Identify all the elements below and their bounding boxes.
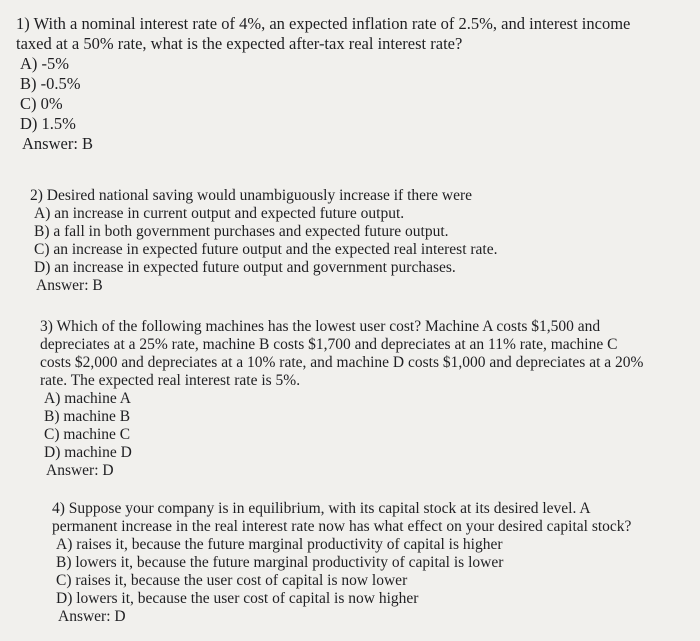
question-2-option-a: A) an increase in current output and expected future output. [34, 205, 405, 222]
question-3-stem-line: costs $2,000 and depreciates at a 10% rate, and machine D costs $1,000 and depreciates at a 20% [40, 354, 644, 371]
question-3-option-c: C) machine C [44, 426, 131, 443]
question-2 [30, 187, 690, 295]
question-3-stem-line: depreciates at a 25% rate, machine B costs $1,700 and depreciates at an 11% rate, machine C [40, 336, 618, 353]
question-1 [16, 14, 696, 154]
question-4 [52, 500, 692, 626]
question-2-answer: Answer: B [36, 277, 103, 294]
question-4-answer: Answer: D [58, 608, 126, 625]
question-1-option-d: D) 1.5% [20, 114, 76, 133]
question-1-stem-line: taxed at a 50% rate, what is the expected after-tax real interest rate? [16, 34, 463, 53]
question-1-answer: Answer: B [22, 134, 94, 153]
question-4-option-c: C) raises it, because the user cost of capital is now lower [56, 572, 408, 589]
question-3-answer: Answer: D [46, 462, 114, 479]
question-3 [40, 318, 690, 480]
question-2-option-c: C) an increase in expected future output and the expected real interest rate. [34, 241, 498, 258]
question-4-option-d: D) lowers it, because the user cost of capital is now higher [56, 590, 419, 607]
question-1-option-c: C) 0% [20, 94, 63, 113]
question-3-stem-line: rate. The expected real interest rate is 5%. [40, 372, 301, 389]
question-4-stem-line: 4) Suppose your company is in equilibrium, with its capital stock at its desired level. A [52, 500, 591, 517]
question-2-stem-line: 2) Desired national saving would unambiguously increase if there were [30, 187, 473, 204]
question-4-stem-line: permanent increase in the real interest rate now has what effect on your desired capital stock? [52, 518, 632, 535]
question-1-option-b: B) -0.5% [20, 74, 81, 93]
question-3-option-b: B) machine B [44, 408, 131, 425]
question-1-option-a: A) -5% [20, 54, 70, 73]
question-4-option-a: A) raises it, because the future marginal productivity of capital is higher [56, 536, 503, 553]
question-2-option-d: D) an increase in expected future output and government purchases. [34, 259, 456, 276]
question-3-option-d: D) machine D [44, 444, 132, 461]
question-4-option-b: B) lowers it, because the future marginal productivity of capital is lower [56, 554, 504, 571]
question-1-stem-line: 1) With a nominal interest rate of 4%, an expected inflation rate of 2.5%, and interest income [16, 14, 631, 33]
question-3-option-a: A) machine A [44, 390, 131, 407]
question-2-option-b: B) a fall in both government purchases and expected future output. [34, 223, 449, 240]
question-3-stem-line: 3) Which of the following machines has the lowest user cost? Machine A costs $1,500 and [40, 318, 601, 335]
